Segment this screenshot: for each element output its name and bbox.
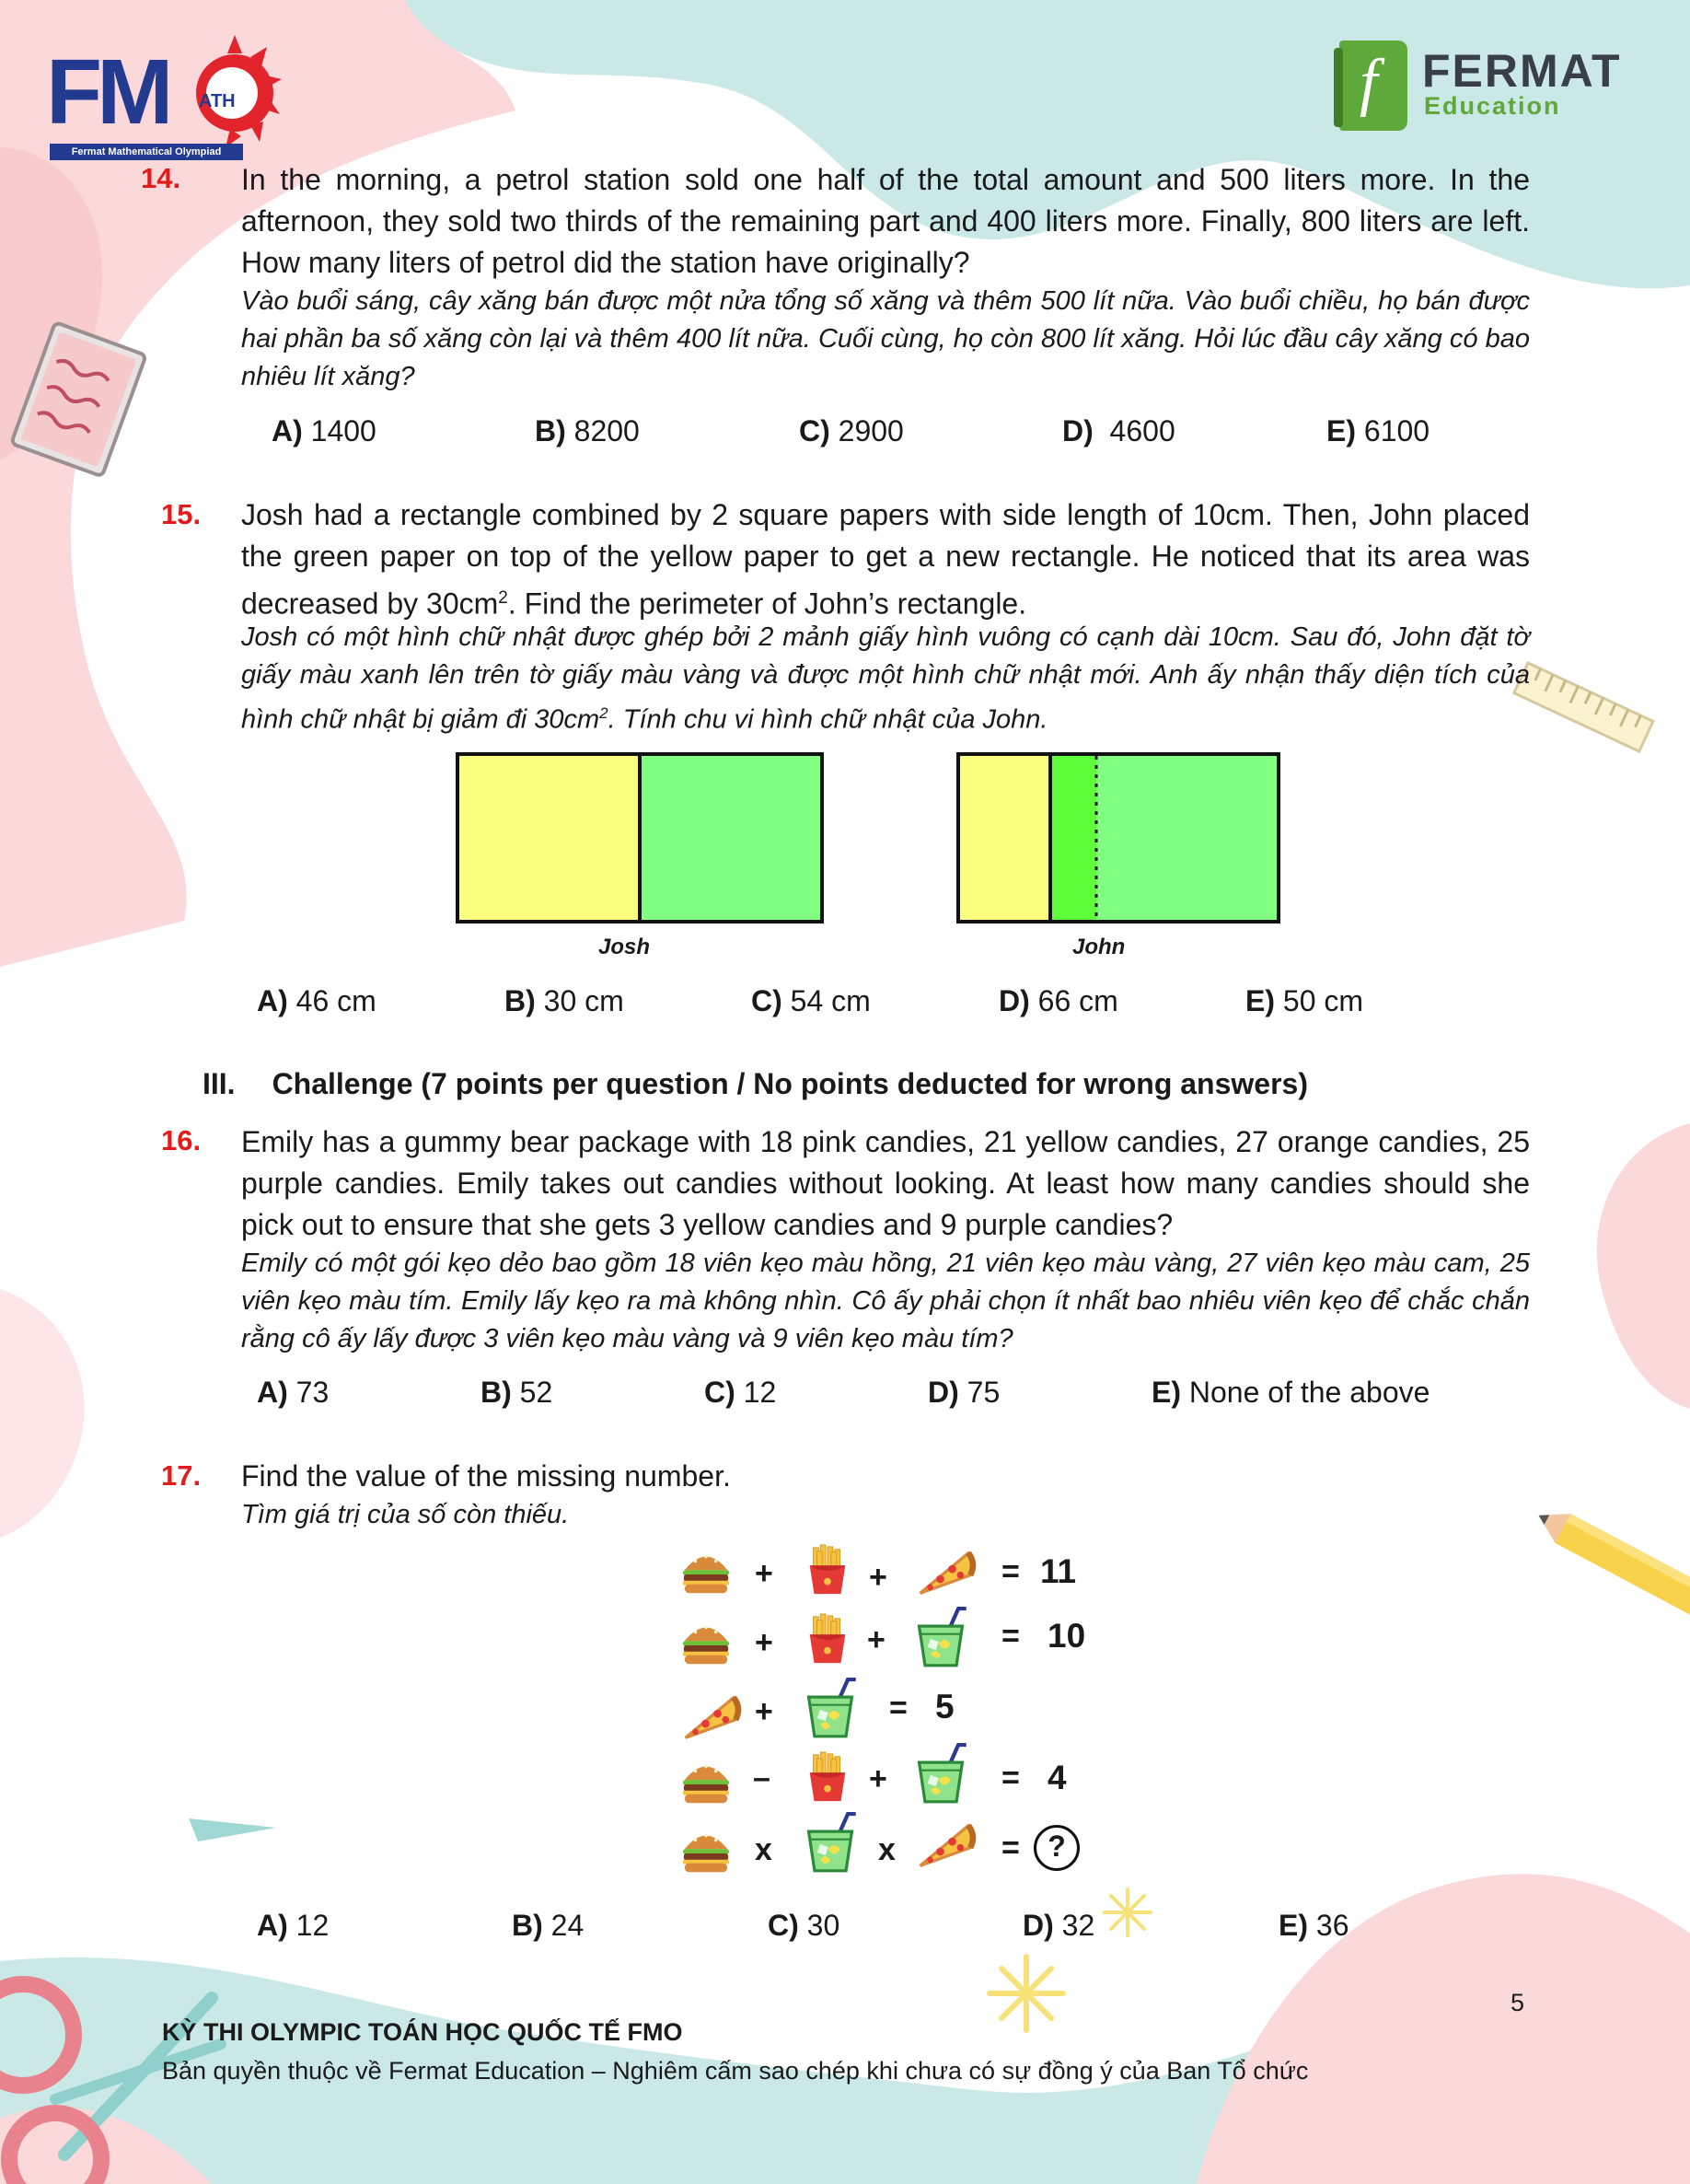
eq2-op2: + — [867, 1622, 886, 1657]
eq4-result: 4 — [1048, 1759, 1067, 1796]
fries-icon — [801, 1544, 854, 1597]
fermat-sub: Education — [1424, 92, 1561, 120]
josh-green-square — [640, 754, 822, 922]
eq4-op1: – — [753, 1760, 770, 1795]
option-d[interactable]: D) 32 — [1023, 1909, 1095, 1942]
drink-icon — [801, 1812, 860, 1876]
pizza-icon — [914, 1545, 978, 1600]
question-15-number: 15. — [161, 498, 202, 530]
burger-icon — [679, 1618, 733, 1671]
burger-icon — [679, 1826, 733, 1879]
john-caption: John — [1072, 935, 1126, 959]
question-17-text-vi: Tìm giá trị của số còn thiếu. — [241, 1500, 570, 1529]
drink-icon — [911, 1743, 970, 1807]
footer-title: KỲ THI OLYMPIC TOÁN HỌC QUỐC TẾ FMO — [162, 2018, 683, 2046]
question-17-number: 17. — [161, 1459, 202, 1492]
josh-yellow-square — [457, 754, 640, 922]
question-14-text-vi: Vào buổi sáng, cây xăng bán được một nửa tổng số xăng và thêm 500 lít nữa. Vào buổi chiều, họ bán được hai phần ba số xăng còn lại và thêm 400 lít nữa. Cuối cùng, họ còn 800 lít xăng. Hỏi lúc đầu cây xăng có bao nhiêu lít xăng? — [241, 286, 1530, 391]
page-number: 5 — [1511, 1989, 1525, 2016]
fmo-logo-ath: ATH — [199, 91, 236, 111]
eq1-op2: + — [869, 1560, 887, 1595]
option-e[interactable]: E) None of the above — [1152, 1376, 1430, 1409]
option-c[interactable]: C) 12 — [704, 1376, 777, 1409]
eq5-op1: x — [755, 1832, 772, 1867]
option-e[interactable]: E) 50 cm — [1245, 984, 1364, 1017]
drink-icon — [911, 1607, 970, 1671]
fermat-book-letter: f — [1360, 47, 1378, 118]
option-b[interactable]: B) 24 — [512, 1909, 585, 1942]
option-a[interactable]: A) 1400 — [272, 414, 376, 447]
missing-number-bubble — [1034, 1825, 1080, 1871]
pizza-icon — [679, 1690, 744, 1745]
eq3-result: 5 — [935, 1688, 955, 1725]
question-15-text-vi: Josh có một hình chữ nhật được ghép bởi 2 mảnh giấy hình vuông có cạnh dài 10cm. Sau đó, John đặt tờ giấy màu xanh lên trên tờ giấy màu vàng và được một hình chữ nhật mới. Anh ấy nhận thấy diện tích của hình chữ nhật bị giảm đi $30cm^2$. Tính chu vi hình chữ nhật của John. — [241, 622, 1530, 735]
rectangles-figure — [451, 750, 1289, 962]
fries-icon — [801, 1613, 854, 1667]
eq1-result: 11 — [1040, 1552, 1077, 1590]
fermat-logo — [1339, 41, 1643, 133]
fmo-logo — [46, 33, 285, 162]
option-a[interactable]: A) 46 cm — [257, 984, 376, 1017]
option-c[interactable]: C) 30 — [768, 1909, 840, 1942]
john-green-square — [1096, 754, 1279, 922]
eq5-op2: x — [878, 1832, 896, 1867]
pizza-icon — [914, 1818, 978, 1873]
option-a[interactable]: A) 73 — [257, 1376, 330, 1409]
fries-icon — [801, 1751, 854, 1805]
burger-icon — [679, 1547, 733, 1600]
john-overlap-strip — [1050, 754, 1096, 922]
option-a[interactable]: A) 12 — [257, 1909, 330, 1942]
drink-icon — [801, 1678, 860, 1742]
john-yellow-part — [958, 754, 1050, 922]
eq2-equals: = — [1001, 1619, 1020, 1654]
section-heading: III. Challenge (7 points per question / No points deducted for wrong answers) — [203, 1067, 1308, 1100]
question-17-text: Find the value of the missing number. — [241, 1459, 731, 1493]
eq4-equals: = — [1001, 1760, 1020, 1795]
footer-copyright: Bản quyền thuộc về Fermat Education – Nghiêm cấm sao chép khi chưa có sự đồng ý của Ban Tổ chức — [162, 2057, 1309, 2085]
question-16-text: Emily has a gummy bear package with 18 pink candies, 21 yellow candies, 27 orange candies, 25 purple candies. Emily takes out candies without looking. At least how many candies should she pick out to ensure that she gets 3 yellow candies and 9 purple candies? — [241, 1125, 1530, 1241]
option-e[interactable]: E) 36 — [1279, 1909, 1349, 1942]
option-c[interactable]: C) 54 cm — [751, 984, 871, 1017]
eq3-op1: + — [755, 1694, 773, 1729]
question-14-text: In the morning, a petrol station sold one half of the total amount and 500 liters more. In the afternoon, they sold two thirds of the remaining part and 400 liters more. Finally, 800 liters are left. How many liters of petrol did the station have originally? — [241, 163, 1530, 279]
option-e[interactable]: E) 6100 — [1326, 414, 1430, 447]
option-c[interactable]: C) 2900 — [799, 414, 904, 447]
question-14-number: 14. — [141, 162, 181, 194]
option-d[interactable]: D) 4600 — [1062, 414, 1175, 447]
question-16-number: 16. — [161, 1124, 202, 1156]
fermat-name: FERMAT — [1422, 45, 1622, 97]
burger-icon — [679, 1757, 733, 1810]
question-15-text: Josh had a rectangle combined by 2 square papers with side length of 10cm. Then, John placed the green paper on top of the yellow paper to get a new rectangle. He noticed that its area was decreased by $30cm^2$. Find the perimeter of John’s rectangle. — [241, 498, 1530, 621]
option-d[interactable]: D) 66 cm — [999, 984, 1118, 1017]
option-b[interactable]: B) 8200 — [535, 414, 640, 447]
option-d[interactable]: D) 75 — [928, 1376, 1001, 1409]
eq4-op2: + — [869, 1761, 887, 1796]
eq2-op1: + — [755, 1625, 773, 1660]
josh-caption: Josh — [598, 935, 651, 959]
eq1-equals: = — [1001, 1554, 1020, 1589]
eq2-result: 10 — [1048, 1617, 1086, 1655]
eq1-op1: + — [755, 1556, 773, 1591]
fermat-book-icon — [1339, 41, 1407, 131]
option-b[interactable]: B) 52 — [480, 1376, 553, 1409]
option-b[interactable]: B) 30 cm — [504, 984, 624, 1017]
fmo-logo-tagline: Fermat Mathematical Olympiad — [50, 144, 243, 160]
question-mark: ? — [1048, 1830, 1066, 1863]
eq3-equals: = — [889, 1690, 908, 1725]
question-16-text-vi: Emily có một gói kẹo dẻo bao gồm 18 viên kẹo màu hồng, 21 viên kẹo màu vàng, 27 viên kẹo màu cam, 25 viên kẹo màu tím. Emily lấy kẹo ra mà không nhìn. Cô ấy phải chọn ít nhất bao nhiêu viên kẹo để chắc chắn rằng cô ấy lấy được 3 viên kẹo màu vàng và 9 viên kẹo màu tím? — [241, 1249, 1530, 1353]
eq5-equals: = — [1001, 1830, 1020, 1865]
fmo-logo-letters: FM — [46, 41, 168, 144]
